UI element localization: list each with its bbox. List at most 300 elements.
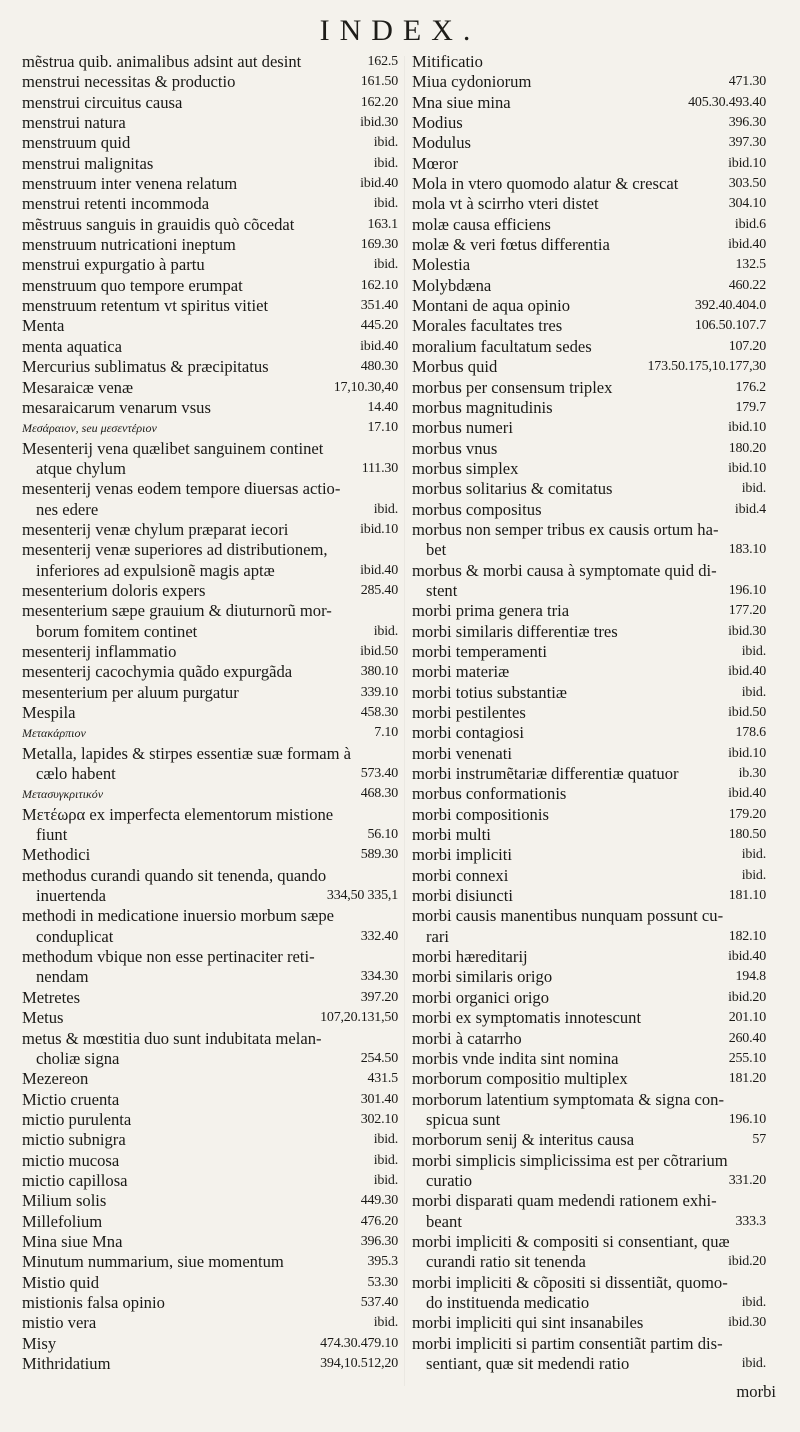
entry-term: Misy — [22, 1333, 57, 1353]
entry-term: morbus vnus — [412, 438, 498, 458]
entry-term: menstrui retenti incommoda — [22, 194, 210, 214]
entry-page-ref: 162.10 — [360, 277, 398, 293]
index-entry — [412, 1171, 766, 1191]
entry-term: mesenterij cacochymia quãdo expurgãda — [22, 662, 293, 682]
index-entry — [22, 1191, 398, 1211]
entry-term: Μεσάραιον, seu μεσεντέριον — [22, 421, 157, 436]
entry-term: morbus magnitudinis — [412, 397, 553, 417]
index-entry — [412, 1273, 766, 1293]
entry-page-ref: 162.20 — [360, 94, 398, 110]
index-entry — [412, 622, 766, 642]
index-entry — [22, 1049, 398, 1069]
entry-page-ref: ibid.10 — [728, 745, 766, 761]
entry-page-ref: ibid.10 — [728, 420, 766, 436]
entry-page-ref: 392.40.404.0 — [694, 298, 766, 314]
entry-term: morbi à catarrho — [412, 1028, 522, 1048]
entry-page-ref: 460.22 — [728, 277, 766, 293]
entry-page-ref: ibid. — [373, 196, 398, 212]
entry-page-ref: 334,50 335,1 — [326, 888, 398, 904]
index-entry — [412, 398, 766, 418]
entry-term: Μετέωρα ex imperfecta elementorum mistione — [22, 804, 334, 824]
index-entry — [412, 357, 766, 377]
entry-page-ref: 194.8 — [735, 969, 766, 985]
index-entry — [412, 1334, 766, 1354]
entry-page-ref: 334.30 — [360, 969, 398, 985]
entry-page-ref: ibid. — [741, 1294, 766, 1310]
index-entry — [22, 1029, 398, 1049]
entry-term: nes edere — [36, 499, 99, 519]
index-entry — [22, 1110, 398, 1130]
entry-page-ref: ibid.30 — [360, 115, 398, 131]
index-entry — [22, 662, 398, 682]
entry-page-ref: ibid.50 — [728, 705, 766, 720]
entry-page-ref: 449.30 — [360, 1193, 398, 1209]
entry-term: mesenterij venas eodem tempore diuersas actio- — [22, 479, 341, 499]
index-entry — [412, 805, 766, 825]
entry-term: Mistio quid — [22, 1272, 99, 1292]
index-entry — [22, 93, 398, 113]
index-entry — [22, 723, 398, 743]
entry-term: morbus compositus — [412, 499, 542, 519]
entry-page-ref: 476.20 — [360, 1213, 398, 1229]
entry-term: mistionis falsa opinio — [22, 1292, 165, 1312]
entry-page-ref: ibid. — [373, 501, 398, 517]
index-entry — [22, 906, 398, 926]
entry-term: Mezereon — [22, 1069, 89, 1089]
entry-term: Metretes — [22, 987, 81, 1007]
entry-term: morbi simplicis simplicissima est per cõtrarium — [412, 1150, 728, 1170]
entry-page-ref: ibid.40 — [728, 949, 766, 965]
entry-term: morbus solitarius & comitatus — [412, 479, 613, 499]
index-entry — [412, 133, 766, 153]
entry-page-ref: 183.10 — [728, 542, 766, 558]
entry-page-ref: 161.50 — [360, 74, 398, 90]
entry-page-ref: 201.10 — [728, 1010, 766, 1026]
entry-page-ref: 163.1 — [367, 216, 398, 232]
entry-page-ref: 179.7 — [735, 399, 766, 415]
index-entry — [412, 93, 766, 113]
entry-term: morbi impliciti & cõpositi si dissentiãt, quomo- — [412, 1272, 728, 1292]
entry-term: Mesaraicæ venæ — [22, 377, 134, 397]
entry-page-ref: ibid. — [741, 847, 766, 863]
index-entry — [412, 1293, 766, 1313]
entry-term: Mespila — [22, 703, 76, 722]
entry-term: stent — [426, 580, 458, 600]
index-entry — [412, 540, 766, 560]
entry-term: morbi compositionis — [412, 804, 549, 824]
index-entry — [412, 337, 766, 357]
entry-page-ref: ibid.10 — [728, 155, 766, 171]
entry-page-ref: ibid. — [741, 481, 766, 497]
index-entry — [22, 1293, 398, 1313]
entry-term: morbi contagiosi — [412, 723, 524, 743]
entry-page-ref: 196.10 — [728, 1111, 766, 1127]
entry-term: morbi totius substantiæ — [412, 682, 567, 702]
entry-term: mictio capillosa — [22, 1170, 128, 1190]
index-entry — [412, 378, 766, 398]
entry-page-ref: 173.50.175,10.177,30 — [647, 359, 766, 375]
entry-term: Mola in vtero quomodo alatur & crescat — [412, 174, 679, 194]
entry-term: morbis vnde indita sint nomina — [412, 1048, 619, 1068]
index-entry — [22, 1212, 398, 1232]
index-entry — [412, 1090, 766, 1110]
entry-term: morborum compositio multiplex — [412, 1069, 628, 1089]
entry-page-ref: 458.30 — [360, 705, 398, 720]
entry-page-ref: 162.5 — [367, 54, 398, 69]
index-entry — [22, 194, 398, 214]
entry-term: Μετασυγκριτικόν — [22, 787, 104, 802]
index-entry — [412, 154, 766, 174]
entry-page-ref: 177.20 — [728, 603, 766, 619]
page-header-title: INDEX. — [319, 14, 481, 47]
entry-page-ref: 56.10 — [367, 827, 398, 843]
entry-term: Mictio cruenta — [22, 1089, 120, 1109]
entry-term: morbi pestilentes — [412, 703, 526, 722]
entry-term: Molestia — [412, 255, 471, 275]
index-entry — [22, 784, 398, 804]
entry-term: morbi multi — [412, 825, 491, 845]
entry-term: menstrui natura — [22, 113, 126, 133]
entry-page-ref: ibid. — [373, 1132, 398, 1148]
entry-term: morbi organici origo — [412, 987, 550, 1007]
index-entry — [22, 581, 398, 601]
index-entry — [412, 581, 766, 601]
entry-page-ref: 396.30 — [360, 1233, 398, 1249]
index-entry — [412, 1008, 766, 1028]
entry-term: cælo habent — [36, 764, 116, 784]
index-entry — [22, 1273, 398, 1293]
entry-page-ref: ibid. — [741, 684, 766, 700]
entry-term: mesenterij venæ chylum præparat iecori — [22, 519, 289, 539]
entry-page-ref: 471.30 — [728, 74, 766, 90]
entry-term: mistio vera — [22, 1313, 97, 1333]
entry-term: menstruum quid — [22, 133, 131, 153]
entry-page-ref: ibid. — [373, 257, 398, 273]
index-entry — [22, 296, 398, 316]
entry-page-ref: ibid.10 — [360, 521, 398, 537]
index-entry — [22, 967, 398, 987]
entry-term: morbus non semper tribus ex causis ortum ha- — [412, 519, 719, 539]
index-entry — [22, 1151, 398, 1171]
entry-term: morbus simplex — [412, 458, 519, 478]
entry-term: Modius — [412, 113, 463, 133]
entry-page-ref: 468.30 — [360, 786, 398, 802]
index-entry — [22, 825, 398, 845]
index-entry — [412, 479, 766, 499]
entry-page-ref: 331.20 — [728, 1172, 766, 1188]
entry-page-ref: 181.10 — [728, 888, 766, 904]
index-entry — [412, 194, 766, 214]
entry-term: mẽstrua quib. animalibus adsint aut desint — [22, 52, 302, 71]
entry-term: Mithridatium — [22, 1354, 111, 1373]
index-entry — [412, 418, 766, 438]
index-entry — [22, 1171, 398, 1191]
entry-page-ref: 474.30.479.10 — [320, 1335, 398, 1351]
entry-term: morbi venenati — [412, 743, 512, 763]
entry-term: Modulus — [412, 133, 472, 153]
entry-page-ref: 14.40 — [367, 399, 398, 415]
entry-page-ref: ibid.30 — [728, 1315, 766, 1331]
index-entry — [22, 927, 398, 947]
index-entry — [22, 1232, 398, 1252]
entry-page-ref: ibid. — [741, 867, 766, 883]
index-entry — [22, 72, 398, 92]
index-entry — [22, 866, 398, 886]
entry-page-ref: 180.20 — [728, 440, 766, 456]
index-entry — [412, 744, 766, 764]
entry-page-ref: 395.3 — [367, 1254, 398, 1270]
entry-page-ref: 107.20 — [728, 338, 766, 354]
index-entry — [412, 764, 766, 784]
entry-term: mictio purulenta — [22, 1109, 132, 1129]
entry-term: spicua sunt — [426, 1109, 501, 1129]
entry-term: morbi materiæ — [412, 662, 510, 682]
index-entry — [22, 1090, 398, 1110]
entry-term: Mœror — [412, 153, 459, 173]
entry-page-ref: 339.10 — [360, 684, 398, 700]
entry-page-ref: 17,10.30,40 — [333, 379, 398, 395]
entry-term: Milium solis — [22, 1191, 107, 1211]
entry-term: mẽstruus sanguis in grauidis quò cõcedat — [22, 214, 295, 234]
entry-page-ref: 106.50.107.7 — [694, 318, 766, 334]
entry-term: Morbus quid — [412, 357, 498, 377]
index-entry — [412, 215, 766, 235]
index-entry — [412, 683, 766, 703]
entry-page-ref: 17.10 — [367, 420, 398, 436]
entry-term: sentiant, quæ sit medendi ratio — [426, 1354, 630, 1373]
index-entry — [22, 133, 398, 153]
index-entry — [412, 296, 766, 316]
entry-term: mictio mucosa — [22, 1150, 120, 1170]
entry-page-ref: 480.30 — [360, 359, 398, 375]
entry-page-ref: 351.40 — [360, 298, 398, 314]
entry-term: methodum vbique non esse pertinaciter reti- — [22, 947, 315, 967]
entry-page-ref: 431.5 — [367, 1071, 398, 1087]
entry-term: beant — [426, 1211, 462, 1231]
entry-term: menstruum quo tempore erumpat — [22, 275, 243, 295]
entry-page-ref: 107,20.131,50 — [320, 1010, 398, 1026]
index-entry — [412, 1130, 766, 1150]
entry-page-ref: 302.10 — [360, 1111, 398, 1127]
index-entry — [22, 601, 398, 621]
index-entry — [22, 561, 398, 581]
entry-term: curatio — [426, 1170, 473, 1190]
index-entry — [412, 1151, 766, 1171]
index-entry — [22, 154, 398, 174]
entry-term: morborum latentium symptomata & signa con- — [412, 1089, 724, 1109]
index-entry — [412, 988, 766, 1008]
index-entry — [412, 784, 766, 804]
index-entry — [22, 642, 398, 662]
entry-term: morbi temperamenti — [412, 641, 548, 661]
index-entry — [412, 1313, 766, 1333]
entry-term: Mesenterij vena quælibet sanguinem continet — [22, 438, 324, 458]
entry-term: molæ & veri fœtus differentia — [412, 235, 610, 255]
entry-page-ref: 7.10 — [374, 725, 398, 741]
entry-term: curandi ratio sit tenenda — [426, 1252, 586, 1272]
index-entry — [22, 764, 398, 784]
index-entry — [22, 1069, 398, 1089]
entry-page-ref: 285.40 — [360, 582, 398, 598]
entry-page-ref: 304.10 — [728, 196, 766, 212]
entry-page-ref: 196.10 — [728, 582, 766, 598]
entry-term: molæ causa efficiens — [412, 214, 551, 234]
index-entry — [412, 947, 766, 967]
entry-page-ref: ibid. — [373, 135, 398, 151]
index-entry — [412, 1252, 766, 1272]
index-entry — [22, 337, 398, 357]
entry-page-ref: 301.40 — [360, 1091, 398, 1107]
index-entry — [22, 1354, 398, 1374]
entry-term: Menta — [22, 316, 65, 336]
entry-page-ref: ibid.6 — [734, 216, 766, 232]
entry-page-ref: 57 — [752, 1132, 766, 1148]
entry-term: morbi impliciti si partim consentiãt partim dis- — [412, 1333, 723, 1353]
entry-term: morbi causis manentibus nunquam possunt cu- — [412, 906, 724, 926]
index-entry — [22, 540, 398, 560]
entry-term: morbi similaris origo — [412, 967, 553, 987]
index-entry — [22, 520, 398, 540]
entry-page-ref: 132.5 — [735, 257, 766, 273]
index-entry — [22, 886, 398, 906]
index-entry — [412, 1354, 766, 1374]
entry-page-ref: 178.6 — [735, 725, 766, 741]
index-entry — [22, 1313, 398, 1333]
index-entry — [22, 398, 398, 418]
entry-page-ref: 303.50 — [728, 176, 766, 192]
entry-page-ref: 176.2 — [735, 379, 766, 395]
entry-term: morbus conformationis — [412, 784, 567, 804]
entry-term: mesenterium sæpe grauium & diuturnorũ mor- — [22, 601, 332, 621]
index-entry — [412, 52, 766, 72]
index-entry — [412, 72, 766, 92]
index-entry — [22, 439, 398, 459]
entry-term: menstrui malignitas — [22, 153, 154, 173]
right-index-column — [412, 52, 766, 1374]
entry-page-ref: 537.40 — [360, 1294, 398, 1310]
entry-term: mesenterium doloris expers — [22, 580, 206, 600]
entry-page-ref: ibid.10 — [728, 460, 766, 476]
index-entry — [412, 1029, 766, 1049]
left-index-column — [22, 52, 398, 1374]
index-entry — [22, 1252, 398, 1272]
entry-page-ref: ibid.40 — [360, 562, 398, 578]
entry-page-ref: ibid. — [373, 1315, 398, 1331]
index-entry — [22, 683, 398, 703]
entry-term: menstruum retentum vt spiritus vitiet — [22, 296, 269, 316]
index-entry — [22, 479, 398, 499]
column-gutter — [404, 56, 405, 1386]
entry-term: Metalla, lapides & stirpes essentiæ suæ formam à — [22, 743, 352, 763]
entry-term: morbus per consensum triplex — [412, 377, 613, 397]
entry-term: morbi impliciti qui sint insanabiles — [412, 1313, 644, 1333]
entry-term: rari — [426, 926, 450, 946]
entry-page-ref: 380.10 — [360, 664, 398, 680]
entry-term: Minutum nummarium, siue momentum — [22, 1252, 284, 1272]
entry-term: fiunt — [36, 825, 68, 845]
entry-term: menstruum nutricationi ineptum — [22, 235, 236, 255]
entry-term: Molybdæna — [412, 275, 492, 295]
entry-term: Mna siue mina — [412, 92, 511, 112]
entry-page-ref: ibid. — [741, 643, 766, 659]
entry-term: morbi instrumẽtariæ differentiæ quatuor — [412, 764, 679, 784]
entry-term: Mercurius sublimatus & præcipitatus — [22, 357, 269, 377]
index-entry — [22, 418, 398, 438]
index-entry — [412, 601, 766, 621]
index-entry — [412, 967, 766, 987]
entry-term: Mitificatio — [412, 52, 483, 71]
index-entry — [22, 845, 398, 865]
index-entry — [412, 845, 766, 865]
entry-term: methodi in medicatione inuersio morbum sæpe — [22, 906, 334, 926]
entry-term: Montani de aqua opinio — [412, 296, 571, 316]
entry-page-ref: 179.20 — [728, 806, 766, 822]
index-entry — [412, 439, 766, 459]
index-entry — [412, 927, 766, 947]
entry-term: mesenterij venæ superiores ad distributionem, — [22, 540, 328, 560]
index-entry — [412, 500, 766, 520]
entry-term: do instituenda medicatio — [426, 1292, 590, 1312]
index-entry — [22, 744, 398, 764]
entry-term: morbi connexi — [412, 865, 509, 885]
entry-term: menstrui necessitas & productio — [22, 72, 236, 92]
entry-term: metus & mœstitia duo sunt indubitata melan- — [22, 1028, 322, 1048]
entry-term: menstruum inter venena relatum — [22, 174, 238, 194]
entry-page-ref: 397.30 — [728, 135, 766, 151]
index-entry — [412, 703, 766, 723]
index-entry — [412, 1232, 766, 1252]
entry-term: Millefolium — [22, 1211, 103, 1231]
entry-term: Morales facultates tres — [412, 316, 563, 336]
index-entry — [22, 255, 398, 275]
catchword: morbi — [736, 1382, 776, 1401]
entry-term: Miua cydoniorum — [412, 72, 532, 92]
entry-term: morbi ex symptomatis innotescunt — [412, 1008, 642, 1028]
index-entry — [22, 357, 398, 377]
index-entry — [412, 723, 766, 743]
entry-page-ref: 394,10.512,20 — [320, 1356, 398, 1371]
entry-page-ref: ibid. — [741, 1356, 766, 1371]
entry-term: morbi similaris differentiæ tres — [412, 621, 618, 641]
index-entry — [412, 886, 766, 906]
entry-page-ref: ibid.50 — [360, 643, 398, 659]
entry-page-ref: 169.30 — [360, 237, 398, 253]
index-entry — [412, 866, 766, 886]
index-entry — [412, 316, 766, 336]
entry-page-ref: ibid. — [373, 623, 398, 639]
entry-page-ref: 254.50 — [360, 1050, 398, 1066]
entry-page-ref: ibid.40 — [360, 338, 398, 354]
index-entry — [412, 1191, 766, 1211]
index-entry — [22, 703, 398, 723]
index-entry — [22, 378, 398, 398]
entry-page-ref: 333.3 — [735, 1213, 766, 1229]
entry-page-ref: 180.50 — [728, 827, 766, 843]
entry-term: morbi disiuncti — [412, 886, 513, 906]
index-entry — [22, 1008, 398, 1028]
index-entry — [22, 235, 398, 255]
entry-page-ref: 405.30.493.40 — [688, 94, 766, 110]
entry-page-ref: ibid. — [373, 1172, 398, 1188]
entry-term: Metus — [22, 1008, 64, 1028]
index-entry — [412, 1110, 766, 1130]
index-entry — [22, 1334, 398, 1354]
entry-term: Methodici — [22, 845, 91, 865]
entry-term: morbus & morbi causa à symptomate quid di- — [412, 560, 717, 580]
entry-page-ref: ibid.40 — [360, 176, 398, 192]
entry-term: morbus numeri — [412, 418, 513, 438]
index-entry — [412, 1212, 766, 1232]
